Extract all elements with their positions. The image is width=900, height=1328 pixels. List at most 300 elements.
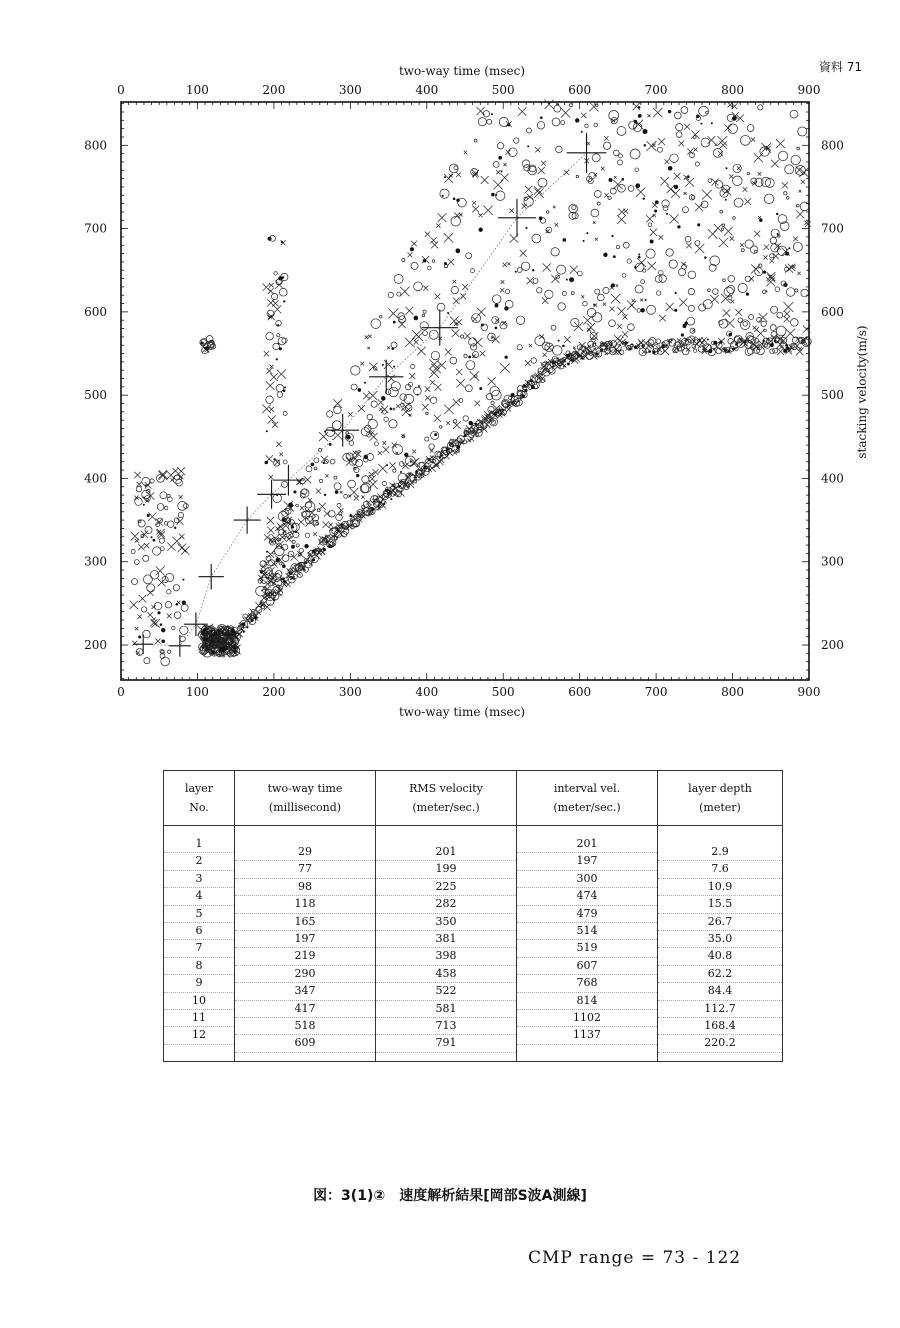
semblance-dot xyxy=(295,531,297,533)
semblance-dot xyxy=(282,564,286,568)
semblance-cross xyxy=(288,533,292,537)
table-cell-rms-velocity: 581 xyxy=(376,1001,516,1018)
semblance-dot xyxy=(634,266,637,269)
semblance-circle xyxy=(431,351,439,359)
table-cell-rms-velocity: 225 xyxy=(376,879,516,896)
semblance-circle xyxy=(414,282,423,291)
semblance-dot xyxy=(304,544,308,548)
semblance-circle xyxy=(305,502,315,512)
semblance-dot xyxy=(291,545,295,549)
semblance-circle xyxy=(659,270,663,274)
semblance-cross xyxy=(539,334,544,339)
semblance-circle xyxy=(558,303,566,311)
semblance-cross xyxy=(510,208,514,212)
semblance-cross xyxy=(313,532,317,536)
semblance-cross xyxy=(685,178,694,187)
y-tick-label-left: 800 xyxy=(84,138,107,153)
semblance-circle xyxy=(319,479,322,482)
semblance-circle xyxy=(142,477,150,485)
semblance-circle xyxy=(469,338,477,346)
semblance-circle xyxy=(597,202,600,205)
x-tick-label-bottom: 300 xyxy=(338,685,362,699)
semblance-cross xyxy=(684,124,690,130)
semblance-circle xyxy=(751,178,757,184)
semblance-dot xyxy=(468,421,473,426)
semblance-dot xyxy=(143,504,145,506)
table-cell-rms-velocity: 522 xyxy=(376,983,516,1000)
semblance-cross xyxy=(727,102,732,107)
semblance-circle xyxy=(767,338,773,344)
semblance-circle xyxy=(608,196,612,200)
y-tick-label-left: 500 xyxy=(84,388,107,403)
semblance-cross xyxy=(538,167,545,174)
semblance-circle xyxy=(648,223,652,227)
table-cell-layer-no: 10 xyxy=(164,993,234,1010)
semblance-cross xyxy=(138,615,142,619)
semblance-circle xyxy=(762,290,766,294)
semblance-dot xyxy=(220,646,225,651)
semblance-cross xyxy=(179,534,184,539)
x-tick-label-top: 200 xyxy=(262,83,286,97)
semblance-circle xyxy=(374,442,378,446)
semblance-cross xyxy=(266,381,274,389)
semblance-cross xyxy=(500,288,504,292)
semblance-circle xyxy=(330,459,335,464)
semblance-circle xyxy=(693,349,696,352)
semblance-cross xyxy=(484,206,493,215)
semblance-cross xyxy=(503,263,507,267)
semblance-circle xyxy=(627,324,634,331)
x-tick-label-bottom: 200 xyxy=(262,685,286,699)
semblance-circle xyxy=(496,191,505,200)
semblance-cross xyxy=(453,280,457,284)
semblance-cross xyxy=(167,614,172,619)
semblance-cross xyxy=(353,451,357,455)
semblance-circle xyxy=(420,322,428,330)
semblance-circle xyxy=(430,397,437,404)
semblance-circle xyxy=(561,121,565,125)
semblance-circle xyxy=(747,172,749,174)
semblance-circle xyxy=(740,135,750,145)
semblance-circle xyxy=(274,272,277,275)
semblance-cross xyxy=(417,347,426,356)
semblance-cross xyxy=(520,250,527,257)
semblance-dot xyxy=(638,254,640,256)
semblance-cross xyxy=(667,185,675,193)
semblance-cross xyxy=(631,299,635,303)
table-cell-layer-no: 2 xyxy=(164,853,234,870)
semblance-cross xyxy=(379,408,382,411)
semblance-circle xyxy=(613,150,619,156)
x-tick-label-bottom: 100 xyxy=(185,685,209,699)
semblance-circle xyxy=(594,191,601,198)
pick-trend-line xyxy=(143,153,586,646)
semblance-circle xyxy=(271,293,277,299)
x-tick-label-top: 800 xyxy=(721,83,745,97)
table-cell-interval-vel: 300 xyxy=(517,871,657,888)
semblance-circle xyxy=(351,384,357,390)
semblance-cross xyxy=(691,131,699,139)
semblance-circle xyxy=(334,483,341,490)
semblance-dot xyxy=(491,113,493,115)
semblance-circle xyxy=(531,358,537,364)
semblance-circle xyxy=(461,335,464,338)
semblance-dot xyxy=(776,213,778,215)
semblance-circle xyxy=(174,518,179,523)
y-tick-label-left: 400 xyxy=(84,471,107,486)
semblance-circle xyxy=(617,127,626,136)
semblance-dot xyxy=(224,647,226,649)
semblance-cross xyxy=(456,319,462,325)
semblance-cross xyxy=(135,539,139,543)
semblance-dot xyxy=(719,341,722,344)
semblance-circle xyxy=(597,294,604,301)
semblance-dot xyxy=(161,628,165,632)
semblance-circle xyxy=(738,318,743,323)
x-tick-label-bottom: 800 xyxy=(721,685,745,699)
semblance-circle xyxy=(733,217,736,220)
semblance-dot xyxy=(540,116,543,119)
semblance-dot xyxy=(515,271,517,273)
table-cell-layer-no: 6 xyxy=(164,923,234,940)
figure-caption: 図：3(1)② 速度解析結果[岡部S波A測線] xyxy=(313,1188,587,1204)
semblance-cross xyxy=(679,298,687,306)
semblance-cross xyxy=(268,416,276,424)
semblance-circle xyxy=(499,117,508,126)
semblance-dot xyxy=(158,611,161,614)
semblance-circle xyxy=(670,154,679,163)
semblance-cross xyxy=(570,266,578,274)
semblance-cross xyxy=(431,241,438,248)
semblance-dot xyxy=(211,630,213,632)
semblance-cross xyxy=(176,518,183,525)
semblance-circle xyxy=(790,110,798,118)
semblance-circle xyxy=(493,161,499,167)
header-two-way-time: two-way time (millisecond) xyxy=(235,771,376,826)
semblance-cross xyxy=(333,430,343,440)
semblance-dot xyxy=(525,227,527,229)
semblance-cross xyxy=(429,368,439,378)
semblance-circle xyxy=(749,314,754,319)
semblance-cross xyxy=(270,365,274,369)
semblance-circle xyxy=(551,325,556,330)
semblance-dot xyxy=(777,233,779,235)
semblance-cross xyxy=(279,453,283,457)
semblance-circle xyxy=(256,586,266,596)
semblance-cross xyxy=(804,220,808,224)
semblance-dot xyxy=(611,235,613,237)
table-cell-interval-vel: 514 xyxy=(517,923,657,940)
semblance-circle xyxy=(576,175,578,177)
semblance-cross xyxy=(407,252,412,257)
semblance-cross xyxy=(360,362,364,366)
semblance-circle xyxy=(282,555,289,562)
semblance-cross xyxy=(325,474,328,477)
semblance-circle xyxy=(773,348,778,353)
table-cell-interval-vel: 607 xyxy=(517,958,657,975)
semblance-circle xyxy=(334,476,337,479)
semblance-cross xyxy=(329,523,333,527)
semblance-circle xyxy=(723,279,726,282)
semblance-cross xyxy=(542,353,546,357)
semblance-cross xyxy=(453,298,460,305)
semblance-cross xyxy=(151,605,155,609)
semblance-circle xyxy=(167,650,170,653)
semblance-dot xyxy=(479,387,482,390)
table-cell-layer-no: 12 xyxy=(164,1027,234,1044)
semblance-circle xyxy=(451,216,461,226)
semblance-circle xyxy=(655,276,662,283)
semblance-cross xyxy=(368,391,377,400)
semblance-circle xyxy=(458,198,467,207)
semblance-dot xyxy=(644,144,646,146)
semblance-cross xyxy=(702,190,712,200)
semblance-circle xyxy=(283,460,287,464)
semblance-circle xyxy=(174,612,181,619)
y-tick-label-right: 200 xyxy=(821,638,844,653)
semblance-cross xyxy=(402,407,411,416)
semblance-dot xyxy=(495,326,498,329)
semblance-circle xyxy=(554,105,561,112)
semblance-circle xyxy=(334,406,341,413)
semblance-dot xyxy=(261,589,263,591)
semblance-circle xyxy=(587,308,596,317)
semblance-circle xyxy=(439,426,442,429)
semblance-cross xyxy=(378,464,387,473)
semblance-circle xyxy=(556,146,563,153)
semblance-dot xyxy=(291,526,294,529)
semblance-circle xyxy=(526,128,531,133)
y-tick-label-right: 800 xyxy=(821,138,844,153)
semblance-circle xyxy=(609,320,616,327)
semblance-circle xyxy=(627,259,631,263)
semblance-circle xyxy=(761,321,766,326)
semblance-dot xyxy=(357,388,361,392)
semblance-circle xyxy=(508,148,517,157)
semblance-dot xyxy=(788,247,790,249)
semblance-circle xyxy=(367,414,372,419)
semblance-dot xyxy=(668,166,673,171)
semblance-cross xyxy=(587,142,590,145)
semblance-circle xyxy=(666,249,673,256)
semblance-circle xyxy=(754,250,757,253)
semblance-cross xyxy=(525,186,532,193)
semblance-circle xyxy=(663,205,668,210)
semblance-circle xyxy=(427,266,431,270)
semblance-dot xyxy=(329,443,332,446)
semblance-cross xyxy=(389,462,395,468)
semblance-circle xyxy=(784,192,787,195)
semblance-cross xyxy=(378,451,382,455)
semblance-cross xyxy=(695,203,703,211)
semblance-circle xyxy=(758,105,763,110)
semblance-cross xyxy=(671,189,680,198)
semblance-cross xyxy=(147,589,153,595)
semblance-dot xyxy=(642,129,647,134)
semblance-cross xyxy=(506,150,511,155)
velocity-pick-marker xyxy=(567,133,607,173)
semblance-cross xyxy=(389,483,395,489)
semblance-cross xyxy=(500,363,510,373)
semblance-cross xyxy=(587,323,595,331)
semblance-dot xyxy=(371,508,374,511)
semblance-cross xyxy=(152,617,155,620)
semblance-circle xyxy=(314,467,317,470)
velocity-pick-marker xyxy=(169,635,191,657)
semblance-dot xyxy=(621,178,624,181)
semblance-cross xyxy=(382,441,386,445)
table-cell-layer-no: 1 xyxy=(164,836,234,853)
semblance-circle xyxy=(344,494,348,498)
semblance-circle xyxy=(630,149,640,159)
semblance-circle xyxy=(491,390,501,400)
semblance-dot xyxy=(498,156,502,160)
semblance-cross xyxy=(686,347,690,351)
table-cell-layer-depth: 35.0 xyxy=(658,931,782,948)
table-cell-interval-vel: 474 xyxy=(517,888,657,905)
x-tick-label-top: 300 xyxy=(338,83,362,97)
semblance-dot xyxy=(444,176,446,178)
semblance-cross xyxy=(456,172,461,177)
semblance-dot xyxy=(640,308,644,312)
semblance-circle xyxy=(687,317,695,325)
semblance-circle xyxy=(535,336,545,346)
semblance-cross xyxy=(694,148,698,152)
semblance-cross xyxy=(359,519,362,522)
semblance-circle xyxy=(426,412,428,414)
semblance-dot xyxy=(447,312,449,314)
semblance-cross xyxy=(272,300,278,306)
table-cell-layer-no: 9 xyxy=(164,975,234,992)
semblance-dot xyxy=(497,411,499,413)
semblance-cross xyxy=(784,316,790,322)
semblance-cross xyxy=(268,573,277,582)
semblance-dot xyxy=(631,343,633,345)
velocity-pick-marker xyxy=(326,414,359,447)
semblance-circle xyxy=(371,401,377,407)
semblance-circle xyxy=(728,275,735,282)
semblance-circle xyxy=(764,194,774,204)
semblance-cross xyxy=(652,202,657,207)
semblance-cross xyxy=(179,495,183,499)
semblance-cross xyxy=(177,601,181,605)
semblance-dot xyxy=(441,455,443,457)
semblance-cross xyxy=(753,326,757,330)
semblance-cross xyxy=(674,173,681,180)
semblance-circle xyxy=(595,289,600,294)
velocity-pick-marker xyxy=(273,465,304,496)
semblance-cross xyxy=(701,337,707,343)
semblance-cross xyxy=(543,263,551,271)
semblance-circle xyxy=(466,253,472,259)
semblance-dot xyxy=(725,167,727,169)
semblance-circle xyxy=(776,326,786,336)
semblance-circle xyxy=(722,224,725,227)
semblance-cross xyxy=(130,601,138,609)
semblance-circle xyxy=(569,212,576,219)
table-cell-interval-vel: 768 xyxy=(517,975,657,992)
semblance-cross xyxy=(396,404,400,408)
semblance-cross xyxy=(763,255,767,259)
semblance-circle xyxy=(348,480,356,488)
semblance-circle xyxy=(770,237,776,243)
semblance-dot xyxy=(651,345,653,347)
semblance-circle xyxy=(277,334,280,337)
semblance-circle xyxy=(368,419,377,428)
semblance-cross xyxy=(782,182,788,188)
semblance-cross xyxy=(708,136,716,144)
semblance-cross xyxy=(400,287,410,297)
semblance-dot xyxy=(323,462,325,464)
semblance-dot xyxy=(594,342,596,344)
semblance-dot xyxy=(311,463,315,467)
semblance-dot xyxy=(150,536,152,538)
semblance-cross xyxy=(666,303,674,311)
semblance-circle xyxy=(423,331,428,336)
semblance-cross xyxy=(155,638,160,643)
semblance-cross xyxy=(797,272,800,275)
y-tick-label-left: 700 xyxy=(84,221,107,236)
semblance-cross xyxy=(381,406,388,413)
semblance-circle xyxy=(775,287,780,292)
semblance-circle xyxy=(145,526,152,533)
semblance-circle xyxy=(411,262,418,269)
table-cell-layer-depth: 84.4 xyxy=(658,983,782,1000)
semblance-cross xyxy=(603,303,606,306)
semblance-dot xyxy=(609,178,613,182)
semblance-cross xyxy=(729,175,733,179)
semblance-circle xyxy=(144,658,150,664)
semblance-dot xyxy=(586,232,588,234)
semblance-dot xyxy=(687,176,690,179)
semblance-cross xyxy=(430,380,435,385)
semblance-circle xyxy=(134,560,139,565)
semblance-circle xyxy=(466,361,475,370)
semblance-circle xyxy=(405,405,412,412)
semblance-circle xyxy=(491,401,494,404)
semblance-cross xyxy=(518,107,526,115)
semblance-circle xyxy=(609,110,619,120)
semblance-cross xyxy=(425,386,431,392)
semblance-cross xyxy=(622,331,628,337)
semblance-circle xyxy=(553,346,562,355)
semblance-circle xyxy=(306,466,312,472)
semblance-circle xyxy=(603,142,610,149)
semblance-circle xyxy=(393,469,396,472)
semblance-circle xyxy=(656,339,661,344)
semblance-circle xyxy=(637,309,641,313)
semblance-circle xyxy=(720,210,723,213)
semblance-circle xyxy=(173,585,179,591)
semblance-circle xyxy=(465,385,472,392)
semblance-circle xyxy=(678,269,685,276)
semblance-cross xyxy=(444,174,453,183)
semblance-dot xyxy=(677,225,680,228)
semblance-circle xyxy=(451,286,458,293)
semblance-dot xyxy=(268,577,270,579)
semblance-cross xyxy=(298,519,305,526)
semblance-circle xyxy=(157,518,162,523)
y-tick-label-right: 700 xyxy=(821,221,844,236)
semblance-circle xyxy=(143,555,149,561)
semblance-circle xyxy=(514,138,519,143)
semblance-dot xyxy=(671,339,673,341)
semblance-cross xyxy=(776,139,785,148)
semblance-circle xyxy=(771,244,779,252)
semblance-cross xyxy=(609,350,613,354)
header-layer-no: layer No. xyxy=(164,771,235,826)
semblance-dot xyxy=(539,216,543,220)
